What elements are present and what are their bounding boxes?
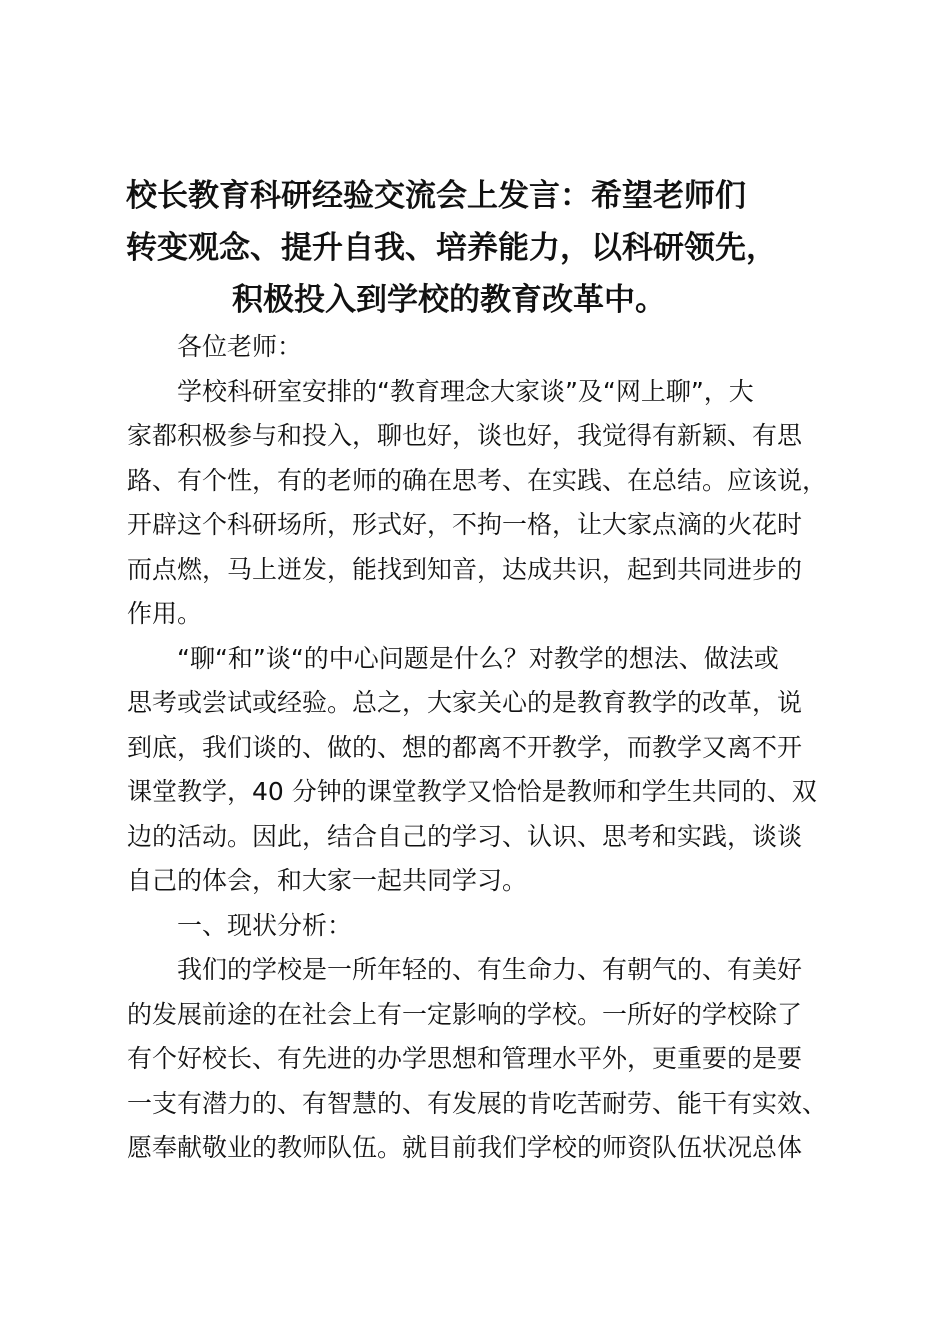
- salutation: 各位老师：: [177, 332, 303, 361]
- section-heading: 一、现状分析：: [177, 910, 353, 940]
- paragraph-line: 家都积极参与和投入，聊也好，谈也好，我觉得有新颖、有思: [127, 421, 803, 450]
- paragraph-line: 自己的体会，和大家一起共同学习。: [127, 866, 528, 895]
- title-line: 转变观念、提升自我、培养能力，以科研领先，: [126, 230, 777, 266]
- title-line: 积极投入到学校的教育改革中。: [232, 282, 666, 318]
- paragraph-line: 我们的学校是一所年轻的、有生命力、有朝气的、有美好: [177, 955, 803, 984]
- paragraph-line: “聊“和”谈“的中心问题是什么？对教学的想法、做法或: [177, 643, 779, 673]
- paragraph-line: 到底，我们谈的、做的、想的都离不开教学，而教学又离不开: [127, 732, 803, 762]
- title-line: 校长教育科研经验交流会上发言：希望老师们: [126, 178, 746, 214]
- paragraph-line: 课堂教学，40 分钟的课堂教学又恰恰是教师和学生共同的、双: [127, 777, 817, 806]
- paragraph-line: 而点燃，马上迸发，能找到知音，达成共识，起到共同进步的: [127, 554, 803, 584]
- paragraph-line: 路、有个性，有的老师的确在思考、在实践、在总结。应该说，: [127, 465, 828, 495]
- document-title: [126, 170, 866, 326]
- paragraph-line: 学校科研室安排的“教育理念大家谈”及“网上聊”，大: [177, 376, 754, 406]
- paragraph-line: 有个好校长、有先进的办学思想和管理水平外，更重要的是要: [127, 1044, 803, 1073]
- paragraph-line: 开辟这个科研场所，形式好，不拘一格，让大家点滴的火花时: [127, 510, 803, 539]
- paragraph-line: 愿奉献敬业的教师队伍。就目前我们学校的师资队伍状况总体: [127, 1133, 803, 1162]
- paragraph-line: 一支有潜力的、有智慧的、有发展的肯吃苦耐劳、能干有实效、: [127, 1088, 828, 1118]
- paragraph-line: 的发展前途的在社会上有一定影响的学校。一所好的学校除了: [127, 999, 803, 1029]
- paragraph-line: 边的活动。因此，结合自己的学习、认识、思考和实践，谈谈: [127, 821, 803, 851]
- paragraph-line: 思考或尝试或经验。总之，大家关心的是教育教学的改革，说: [127, 688, 803, 717]
- paragraph-line: 作用。: [127, 599, 203, 628]
- document-body: [127, 325, 837, 1171]
